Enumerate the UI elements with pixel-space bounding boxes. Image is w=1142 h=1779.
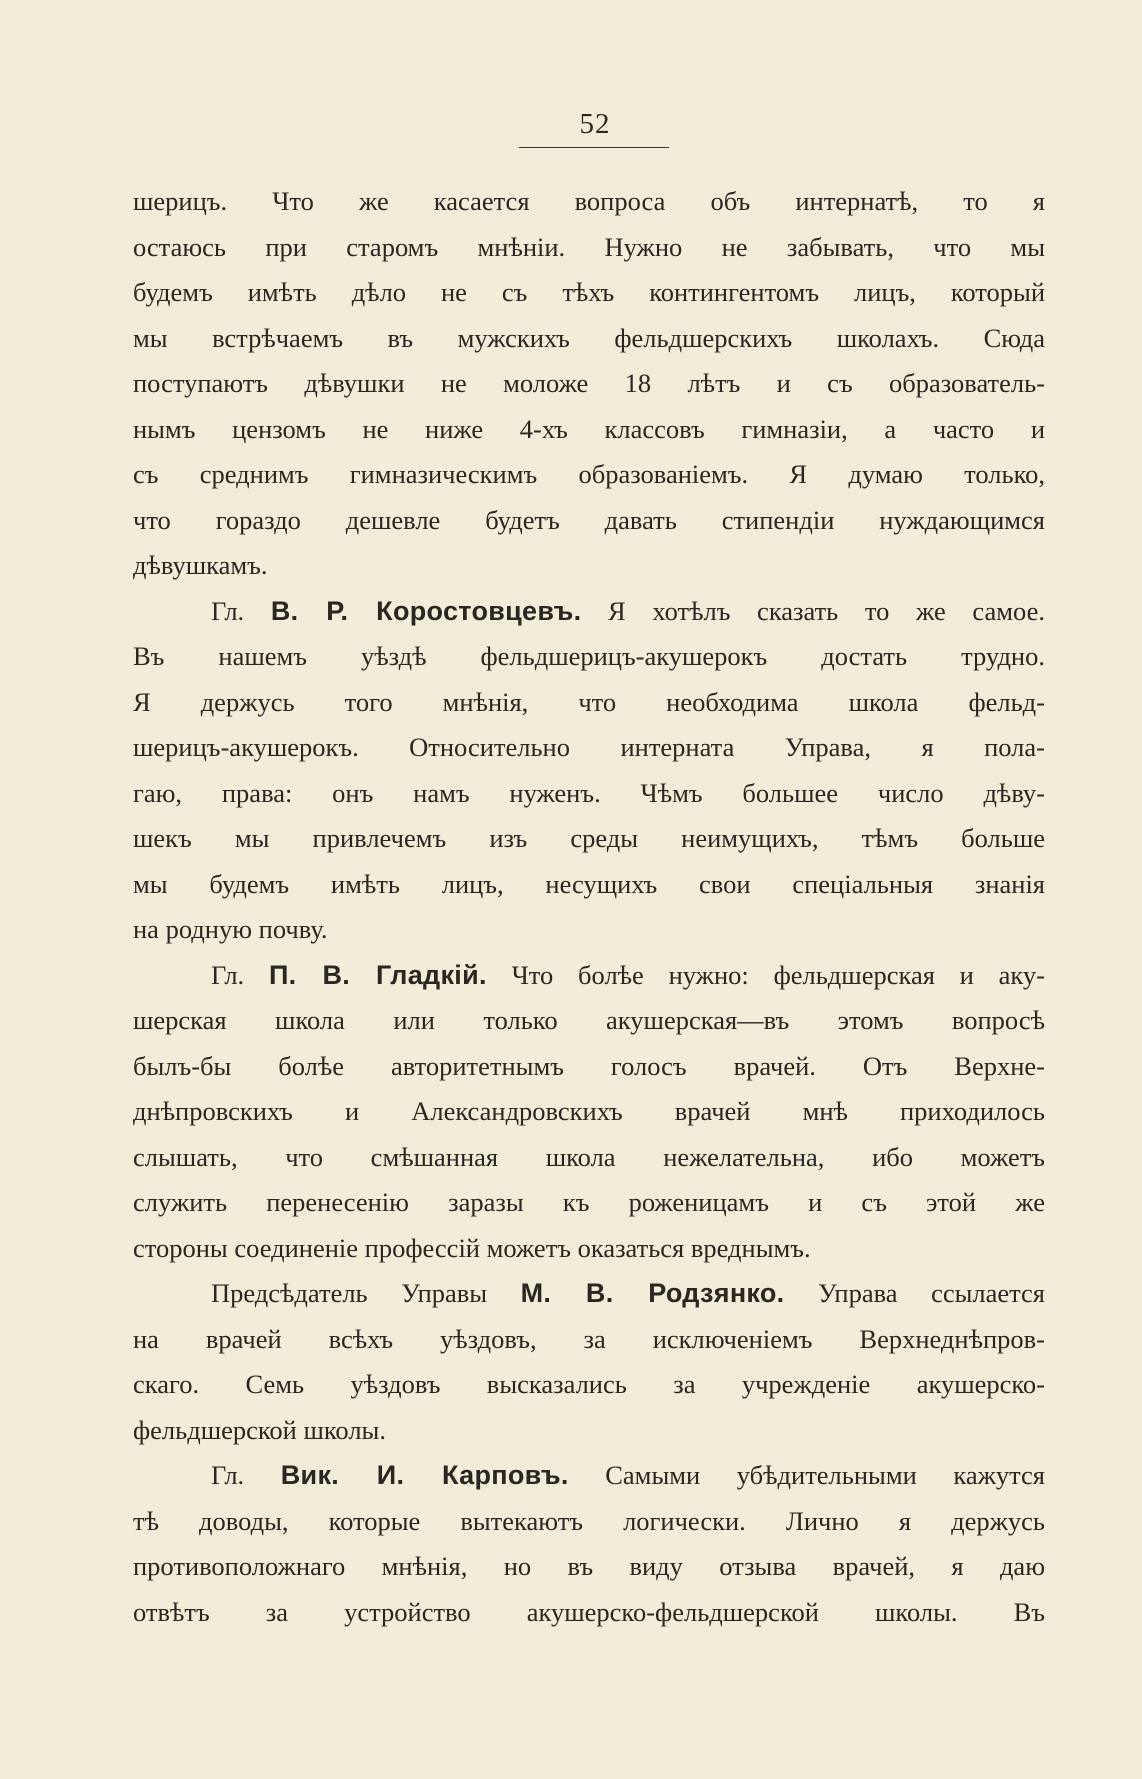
line-text: противоположнаго мнѣнія, но въ виду отзыва врачей, я даю — [133, 1551, 1045, 1581]
line-text: стороны соединеніе профессій можетъ оказаться вреднымъ. — [133, 1232, 811, 1263]
line-text: на родную почву. — [133, 914, 328, 944]
line-text: шекъ мы привлечемъ изъ среды неимущихъ, тѣмъ больше — [133, 823, 1045, 853]
text-line — [133, 452, 1045, 498]
line-text: съ среднимъ гимназическимъ образованіемъ. Я думаю только, — [133, 459, 1045, 489]
text-line — [133, 862, 1045, 908]
text-line — [133, 1362, 1045, 1408]
text-line — [133, 1226, 1045, 1272]
line-text: Въ нашемъ уѣздѣ фельдшерицъ-акушерокъ достать трудно. — [133, 641, 1045, 671]
line-prefix: Предсѣдатель Управы — [211, 1278, 521, 1308]
text-line — [133, 1499, 1045, 1545]
text-line — [133, 1089, 1045, 1135]
line-prefix: Гл. — [211, 1460, 281, 1490]
text-line — [133, 543, 1045, 589]
body-text — [133, 179, 1045, 1635]
text-line — [133, 816, 1045, 862]
text-line — [133, 1271, 1045, 1317]
text-line — [133, 1180, 1045, 1226]
text-line — [133, 1044, 1045, 1090]
line-text: нымъ цензомъ не ниже 4-хъ классовъ гимназіи, а часто и — [133, 413, 1045, 444]
line-text: гаю, права: онъ намъ нуженъ. Чѣмъ большее число дѣву- — [133, 777, 1045, 808]
text-line — [133, 1135, 1045, 1181]
speaker-name: П. В. Гладкій. — [268, 959, 487, 990]
line-text: что гораздо дешевле будетъ давать стипендіи нуждающимся — [133, 504, 1045, 535]
text-line — [133, 680, 1045, 726]
text-line — [133, 953, 1045, 999]
line-text: мы будемъ имѣть лицъ, несущихъ свои спеціальныя знанія — [133, 868, 1045, 899]
line-text: тѣ доводы, которые вытекаютъ логически. Лично я держусь — [133, 1505, 1045, 1536]
line-text: мы встрѣчаемъ въ мужскихъ фельдшерскихъ школахъ. Сюда — [133, 322, 1045, 353]
text-line — [133, 771, 1045, 817]
line-prefix: Гл. — [211, 595, 271, 626]
text-line — [133, 270, 1045, 316]
line-text: слышать, что смѣшанная школа нежелательна, ибо можетъ — [133, 1141, 1045, 1172]
line-text: былъ-бы болѣе авторитетнымъ голосъ врачей. Отъ Верхне- — [133, 1050, 1045, 1081]
line-text: на врачей всѣхъ уѣздовъ, за исключеніемъ Верхнеднѣпров- — [133, 1323, 1045, 1354]
speaker-name: В. Р. Коростовцевъ. — [270, 595, 582, 626]
text-line — [133, 1453, 1045, 1499]
line-text: служить перенесенію заразы къ роженицамъ и съ этой же — [133, 1187, 1045, 1217]
header-rule — [519, 147, 669, 148]
text-line — [133, 1590, 1045, 1636]
text-line — [133, 1544, 1045, 1590]
text-line — [133, 907, 1045, 953]
page-number: 52 — [579, 108, 611, 140]
line-text: Самыми убѣдительными кажутся — [568, 1460, 1045, 1490]
text-line — [133, 1317, 1045, 1363]
speaker-name: М. В. Родзянко. — [520, 1278, 785, 1308]
text-line — [133, 498, 1045, 544]
text-line — [133, 634, 1045, 680]
line-text: шерицъ-акушерокъ. Относительно интерната Управа, я пола- — [133, 732, 1045, 762]
line-text: отвѣтъ за устройство акушерско-фельдшерской школы. Въ — [133, 1596, 1045, 1627]
text-line — [133, 589, 1045, 635]
line-text: скаго. Семь уѣздовъ высказались за учрежденіе акушерско- — [133, 1369, 1045, 1399]
line-prefix: Гл. — [211, 959, 269, 990]
line-text: дѣвушкамъ. — [133, 550, 268, 580]
line-text: шерская школа или только акушерская—въ этомъ вопросѣ — [133, 1005, 1045, 1035]
text-line — [133, 998, 1045, 1044]
line-text: Что болѣе нужно: фельдшерская и аку- — [486, 959, 1045, 990]
line-text: фельдшерской школы. — [133, 1414, 386, 1445]
text-line — [133, 316, 1045, 362]
line-text: Управа ссылается — [784, 1278, 1045, 1308]
line-text: днѣпровскихъ и Александровскихъ врачей мнѣ приходилось — [133, 1096, 1045, 1126]
line-text: поступаютъ дѣвушки не моложе 18 лѣтъ и съ образователь- — [133, 368, 1045, 398]
text-line — [133, 1408, 1045, 1454]
text-line — [133, 225, 1045, 271]
text-line — [133, 407, 1045, 453]
line-text: шерицъ. Что же касается вопроса объ интернатѣ, то я — [133, 186, 1045, 216]
text-line — [133, 179, 1045, 225]
line-text: Я держусь того мнѣнія, что необходима школа фельд- — [133, 686, 1045, 717]
line-text: будемъ имѣть дѣло не съ тѣхъ контингентомъ лицъ, который — [133, 277, 1045, 307]
speaker-name: Вик. И. Карповъ. — [280, 1460, 569, 1490]
text-line — [133, 361, 1045, 407]
text-line — [133, 725, 1045, 771]
line-text: Я хотѣлъ сказать то же самое. — [581, 595, 1046, 626]
line-text: остаюсь при старомъ мнѣніи. Нужно не забывать, что мы — [133, 231, 1045, 262]
